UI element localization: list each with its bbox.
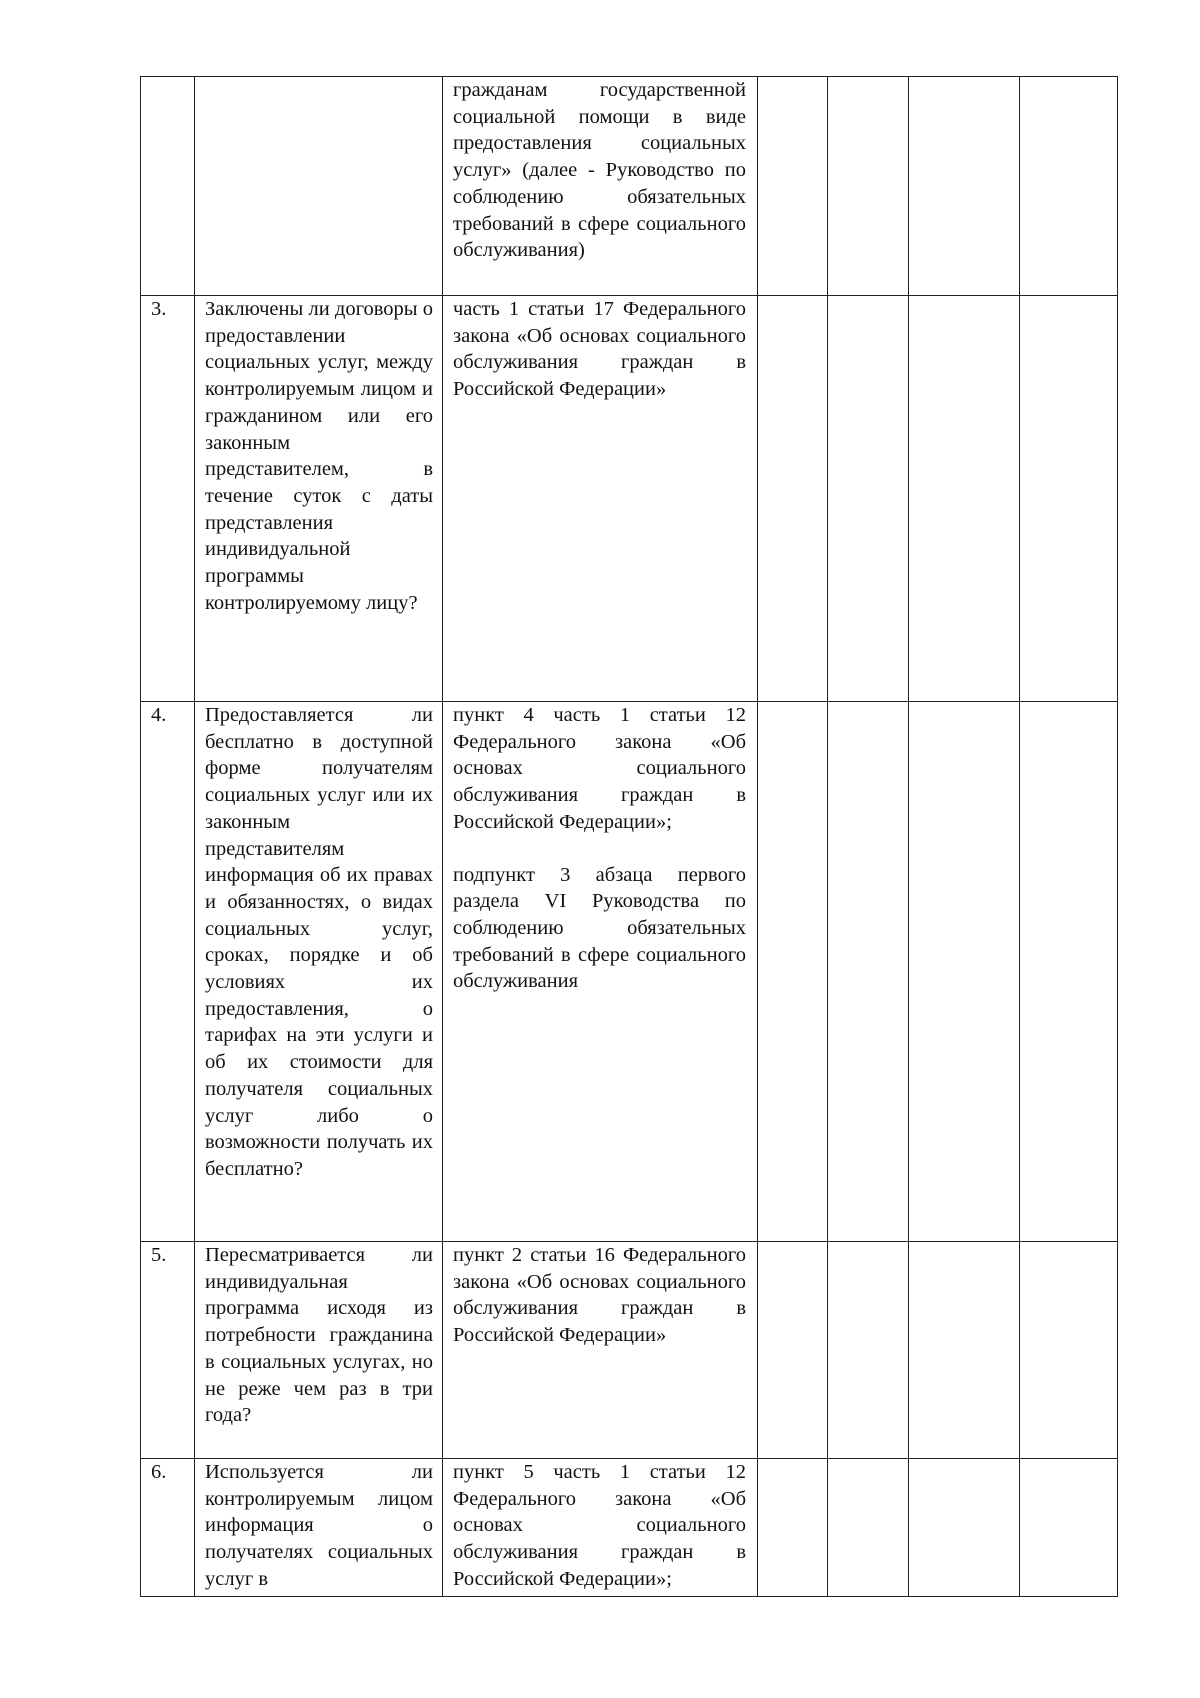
answer-cell-no bbox=[828, 77, 909, 296]
legal-reference-cell bbox=[443, 296, 758, 702]
answer-cell-not-applicable bbox=[909, 296, 1020, 702]
question-cell bbox=[195, 296, 443, 702]
question-cell bbox=[195, 1459, 443, 1597]
table-row-3 bbox=[141, 296, 1118, 702]
notes-cell bbox=[1020, 702, 1118, 1242]
row-number: 5. bbox=[151, 1244, 167, 1266]
question-text: Предоставляется ли бесплатно в доступной форме получателям социальных услуг или их законным представителям информация об их правах и обязанностях, о видах социальных услуг, сроках, порядке и об условиях их предоставления, о тарифах на эти услуги и об их стоимости для получателя социальных услуг либо о возможности получать их бесплатно? bbox=[205, 704, 433, 1180]
paragraph-spacer bbox=[443, 836, 757, 862]
table-row-4 bbox=[141, 702, 1118, 1242]
table-row-5 bbox=[141, 1242, 1118, 1459]
question-cell bbox=[195, 702, 443, 1242]
notes-cell bbox=[1020, 296, 1118, 702]
table-row-continuation bbox=[141, 77, 1118, 296]
table-row-6 bbox=[141, 1459, 1118, 1597]
answer-cell-yes bbox=[758, 296, 828, 702]
answer-cell-no bbox=[828, 702, 909, 1242]
row-number-cell bbox=[141, 1242, 195, 1459]
question-text: Пересматривается ли индивидуальная программа исходя из потребности гражданина в социальных услугах, но не реже чем раз в три года? bbox=[205, 1244, 433, 1427]
legal-reference-text: пункт 2 статьи 16 Федерального закона «Об основах социального обслуживания граждан в Российской Федерации» bbox=[453, 1244, 746, 1347]
question-cell bbox=[195, 77, 443, 296]
row-number: 6. bbox=[151, 1461, 167, 1483]
answer-cell-yes bbox=[758, 77, 828, 296]
row-number-cell bbox=[141, 702, 195, 1242]
checklist-table bbox=[140, 76, 1118, 1597]
legal-reference-text: пункт 4 часть 1 статьи 12 Федерального закона «Об основах социального обслуживания граждан в Российской Федерации»; bbox=[453, 704, 746, 833]
row-number-cell bbox=[141, 77, 195, 296]
question-cell bbox=[195, 1242, 443, 1459]
answer-cell-no bbox=[828, 296, 909, 702]
legal-reference-cell bbox=[443, 77, 758, 296]
row-number-cell bbox=[141, 296, 195, 702]
notes-cell bbox=[1020, 1242, 1118, 1459]
answer-cell-yes bbox=[758, 702, 828, 1242]
legal-reference-text: пункт 5 часть 1 статьи 12 Федерального закона «Об основах социального обслуживания граждан в Российской Федерации»; bbox=[453, 1461, 746, 1590]
row-number-cell bbox=[141, 1459, 195, 1597]
answer-cell-no bbox=[828, 1242, 909, 1459]
answer-cell-not-applicable bbox=[909, 1459, 1020, 1597]
notes-cell bbox=[1020, 1459, 1118, 1597]
legal-reference-cell bbox=[443, 702, 758, 1242]
answer-cell-not-applicable bbox=[909, 702, 1020, 1242]
answer-cell-yes bbox=[758, 1459, 828, 1597]
notes-cell bbox=[1020, 77, 1118, 296]
answer-cell-yes bbox=[758, 1242, 828, 1459]
question-text: Заключены ли договоры о предоставлении социальных услуг, между контролируемым лицом и гражданином или его законным представителем, в течение суток с даты представления индивидуальной программы контролируемому лицу? bbox=[205, 298, 433, 614]
legal-reference-text: подпункт 3 абзаца первого раздела VI Руководства по соблюдению обязательных требований в сфере социального обслуживания bbox=[453, 863, 746, 993]
legal-reference-cell bbox=[443, 1242, 758, 1459]
answer-cell-no bbox=[828, 1459, 909, 1597]
row-number: 4. bbox=[151, 704, 167, 726]
legal-reference-text: гражданам государственной социальной помощи в виде предоставления социальных услуг» (далее - Руководство по соблюдению обязательных требований в сфере социального обслуживания) bbox=[453, 79, 746, 262]
legal-reference-text: часть 1 статьи 17 Федерального закона «Об основах социального обслуживания граждан в Российской Федерации» bbox=[453, 298, 746, 401]
question-text: Используется ли контролируемым лицом информация о получателях социальных услуг в bbox=[205, 1461, 433, 1590]
answer-cell-not-applicable bbox=[909, 77, 1020, 296]
row-number: 3. bbox=[151, 298, 167, 320]
answer-cell-not-applicable bbox=[909, 1242, 1020, 1459]
legal-reference-cell bbox=[443, 1459, 758, 1597]
